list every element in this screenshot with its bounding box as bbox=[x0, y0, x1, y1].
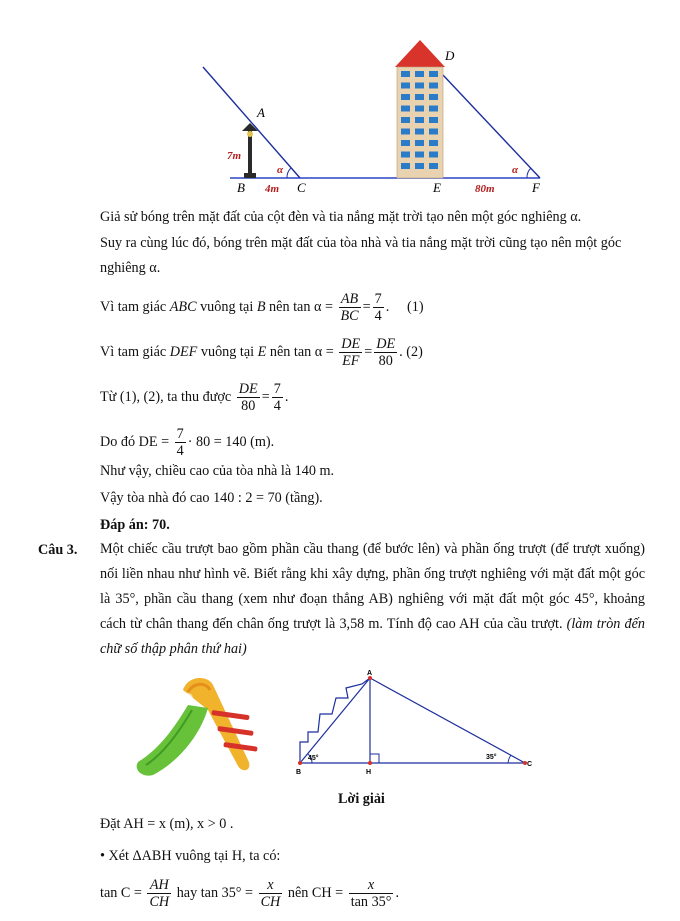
building-window bbox=[401, 117, 410, 123]
label-E: E bbox=[433, 180, 441, 195]
solution-line-2: • Xét ΔABH vuông tại H, ta có: bbox=[100, 848, 281, 864]
building-roof bbox=[395, 40, 445, 67]
label-alpha-2: α bbox=[512, 164, 519, 176]
building-window bbox=[415, 71, 424, 77]
label-7m: 7m bbox=[227, 150, 242, 162]
lamp-post bbox=[242, 123, 258, 178]
label-alpha-1: α bbox=[277, 164, 284, 176]
label-A: A bbox=[257, 105, 265, 120]
building-window bbox=[415, 163, 424, 169]
building-window bbox=[429, 129, 438, 135]
figure-lamp-building bbox=[195, 35, 560, 200]
diag-label-A: A bbox=[367, 670, 373, 677]
building-windows bbox=[401, 71, 438, 169]
building-window bbox=[401, 152, 410, 158]
building-window bbox=[401, 163, 410, 169]
diag-label-B: B bbox=[296, 769, 302, 776]
slide-diagram bbox=[290, 670, 540, 780]
building-window bbox=[429, 117, 438, 123]
segment-AB bbox=[300, 678, 370, 763]
solution-line-1: Đặt AH = x (m), x > 0 . bbox=[100, 816, 234, 832]
building-window bbox=[415, 83, 424, 89]
sun-ray-right bbox=[443, 75, 540, 178]
building-window bbox=[401, 94, 410, 100]
building-window bbox=[401, 106, 410, 112]
building-window bbox=[401, 140, 410, 146]
diag-label-45: 45° bbox=[308, 755, 319, 762]
building-window bbox=[401, 129, 410, 135]
solution-line-3: tan C = $\frac{AH}{CH}$ hay tan 35° = $\frac{x}{CH}$ nên CH = $\frac{x}{\tan 35^\circ}$ . bbox=[100, 877, 399, 910]
text-line-1: Giả sử bóng trên mặt đất của cột đèn và tia nắng mặt trời tạo nên một góc nghiêng α. bbox=[100, 209, 582, 225]
segment-AC bbox=[370, 678, 525, 763]
building-window bbox=[401, 83, 410, 89]
label-80m: 80m bbox=[475, 183, 495, 195]
building-window bbox=[415, 106, 424, 112]
label-D: D bbox=[445, 48, 455, 63]
text-line-floors: Vậy tòa nhà đó cao 140 : 2 = 70 (tầng). bbox=[100, 490, 323, 506]
eq-line-2: Vì tam giác DEF vuông tại E nên tan α = $\frac{DE}{EF}$ = $\frac{DE}{80}$ . (2) bbox=[100, 336, 423, 369]
building bbox=[395, 40, 445, 178]
label-4m: 4m bbox=[265, 183, 280, 195]
building-window bbox=[415, 152, 424, 158]
eq-line-1: Vì tam giác ABC vuông tại B nên tan α = $\frac{AB}{BC}$ = $\frac{7}{4}$ . (1) bbox=[100, 291, 424, 324]
label-F: F bbox=[532, 180, 540, 195]
label-C: C bbox=[297, 180, 306, 195]
building-window bbox=[429, 163, 438, 169]
text-line-height: Như vậy, chiều cao của tòa nhà là 140 m. bbox=[100, 463, 335, 479]
slide-illustration bbox=[128, 670, 278, 780]
building-window bbox=[415, 140, 424, 146]
building-window bbox=[415, 94, 424, 100]
building-window bbox=[415, 129, 424, 135]
question-body: Một chiếc cầu trượt bao gồm phần cầu thang (để bước lên) và phần ống trượt (để trượt xuống) nối liền nhau như hình vẽ. Biết rằng khi xây dựng, phần ống trượt nghiêng với mặt đất một góc là 35°, phần cầu thang (xem như đoạn thẳng AB) nghiêng với mặt đất một góc 45°, khoảng cách từ chân thang đến chân ống trượt là 3,58 m. Tính độ cao AH của cầu trượt. (làm tròn đến chữ số thập phân thứ hai) bbox=[100, 541, 645, 657]
text-line-2: Suy ra cùng lúc đó, bóng trên mặt đất của tòa nhà và tia nắng mặt trời cũng tạo nên một góc bbox=[100, 235, 622, 251]
eq-line-3: Từ (1), (2), ta thu được $\frac{DE}{80}$ = $\frac{7}{4}$ . bbox=[100, 381, 289, 414]
building-window bbox=[401, 71, 410, 77]
building-window bbox=[429, 106, 438, 112]
diag-label-C: C bbox=[527, 761, 533, 768]
building-window bbox=[415, 117, 424, 123]
diag-label-H: H bbox=[366, 769, 372, 776]
building-window bbox=[429, 83, 438, 89]
solution-title: Lời giải bbox=[338, 791, 385, 807]
answer-line: Đáp án: 70. bbox=[100, 517, 170, 533]
building-window bbox=[429, 152, 438, 158]
building-window bbox=[429, 140, 438, 146]
building-window bbox=[429, 71, 438, 77]
question-label: Câu 3. bbox=[38, 542, 78, 558]
diag-label-35: 35° bbox=[486, 754, 497, 761]
building-window bbox=[429, 94, 438, 100]
label-B: B bbox=[237, 180, 245, 195]
eq-line-4: Do đó DE = $\frac{7}{4}$ · 80 = 140 (m). bbox=[100, 426, 275, 459]
text-line-3: nghiêng α. bbox=[100, 260, 161, 276]
